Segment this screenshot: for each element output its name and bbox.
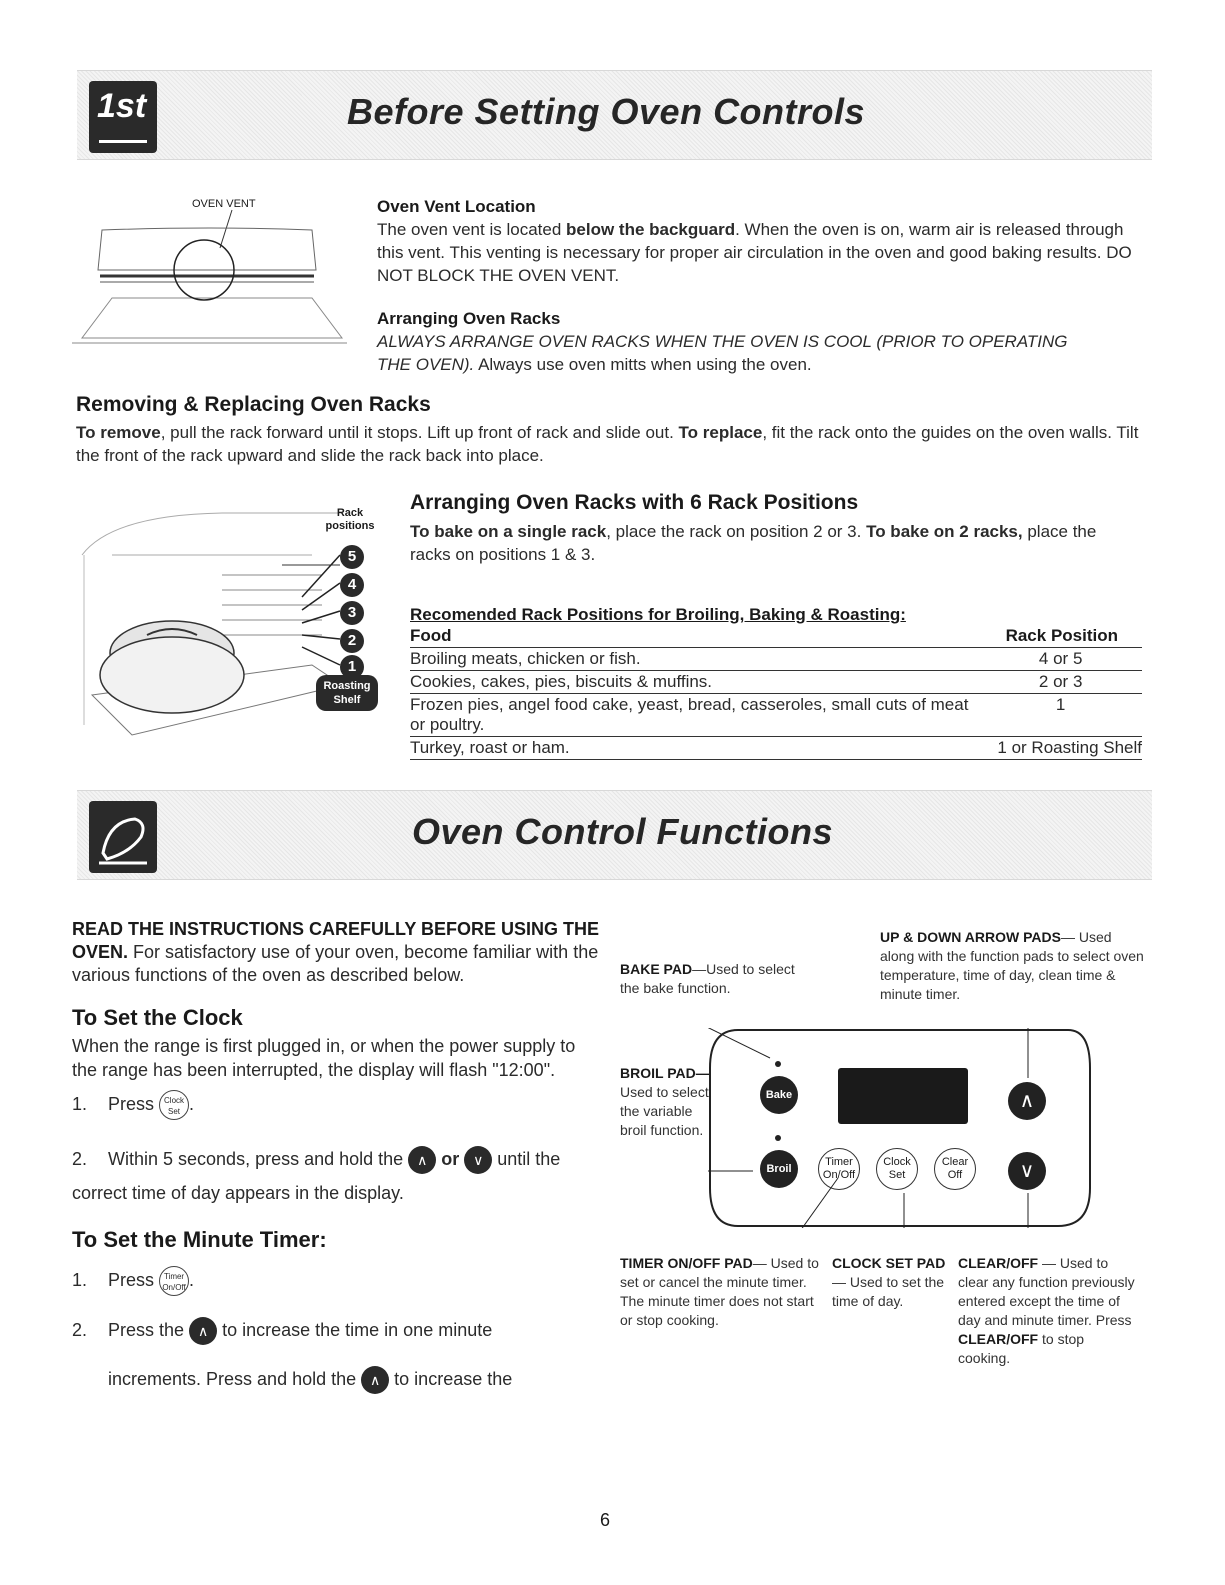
intro-paragraph: READ THE INSTRUCTIONS CAREFULLY BEFORE USING THE OVEN. For satisfactory use of your oven, become familiar with the various functions of the oven as described below.: [72, 919, 600, 985]
clock-set-caption: CLOCK SET PAD— Used to set the time of day.: [832, 1255, 946, 1309]
section-title-2: Oven Control Functions: [412, 811, 833, 852]
timer-step-2-continued: increments. Press and hold the ∧ to increase the: [108, 1366, 512, 1394]
up-arrow-icon: ∧: [408, 1146, 436, 1174]
down-arrow-button[interactable]: ∨: [1008, 1152, 1046, 1190]
rack-number-5: 5: [340, 545, 364, 569]
timer-step-1: 1. Press Timer On/Off .: [72, 1266, 194, 1296]
table-title: Recomended Rack Positions for Broiling, Baking & Roasting:: [410, 605, 906, 624]
oven-vent-label: OVEN VENT: [192, 198, 256, 210]
broil-pad-caption: BROIL PAD— Used to select the variable broil function.: [620, 1065, 710, 1138]
display-screen: [838, 1068, 968, 1124]
clock-paragraph: When the range is first plugged in, or when the power supply to the range has been interrupted, the display will flash "12:00".: [72, 1036, 576, 1080]
vent-heading: Oven Vent Location: [377, 197, 536, 216]
timer-on-off-button[interactable]: Timer On/Off: [818, 1148, 860, 1190]
removing-paragraph: To remove, pull the rack forward until it stops. Lift up front of rack and slide out. To replace, fit the rack onto the guides on the oven walls. Tilt the front of the rack upward and slide the rack back into place.: [76, 423, 1139, 465]
table-row: Frozen pies, angel food cake, yeast, bread, casseroles, small cuts of meat or poultry. 1: [410, 694, 1142, 737]
arranging-heading: Arranging Oven Racks: [377, 309, 561, 328]
arranging-paragraph: ALWAYS ARRANGE OVEN RACKS WHEN THE OVEN IS COOL (PRIOR TO OPERATING THE OVEN). Always use oven mitts when using the oven.: [377, 332, 1068, 374]
clear-off-caption: CLEAR/OFF — Used to clear any function previously entered except the time of day and minute timer. Press CLEAR/OFF to stop cooking.: [958, 1255, 1135, 1366]
oven-control-badge: [89, 801, 157, 873]
broil-button[interactable]: Broil: [760, 1150, 798, 1188]
table-header-row: [410, 625, 1142, 648]
clock-step-2: 2. Within 5 seconds, press and hold the ∧ or ∨ until the correct time of day appears in the display.: [72, 1142, 612, 1210]
rack-number-2: 2: [340, 629, 364, 653]
bake-pad-caption: BAKE PAD—Used to select the bake function.: [620, 961, 795, 996]
panel-outline: [708, 1028, 1093, 1228]
page-number: 6: [600, 1510, 611, 1530]
rack-positions-table: [410, 625, 1142, 760]
timer-pad-caption: TIMER ON/OFF PAD— Used to set or cancel the minute timer. The minute timer does not start or stop cooking.: [620, 1255, 819, 1328]
table-row: Turkey, roast or ham. 1 or Roasting Shelf: [410, 737, 1142, 760]
up-arrow-icon: ∧: [361, 1366, 389, 1394]
badge-ordinal: 1st: [97, 87, 147, 125]
banner-oven-control-functions: [77, 790, 1152, 880]
timer-heading: To Set the Minute Timer:: [72, 1227, 327, 1252]
six-positions-heading: Arranging Oven Racks with 6 Rack Positions: [410, 491, 859, 514]
rack-positions-label: Rack positions: [325, 507, 375, 532]
removing-heading: Removing & Replacing Oven Racks: [76, 393, 431, 416]
roasting-shelf-label: Roasting Shelf: [316, 675, 378, 711]
up-arrow-button[interactable]: ∧: [1008, 1082, 1046, 1120]
bake-button[interactable]: Bake: [760, 1076, 798, 1114]
rack-number-3: 3: [340, 601, 364, 625]
oven-vent-drawing: [72, 198, 352, 348]
clock-step-1: 1. Press Clock Set .: [72, 1090, 194, 1120]
first-step-badge: [89, 81, 157, 153]
rack-number-1: 1: [340, 655, 364, 679]
rack-number-4: 4: [340, 573, 364, 597]
hand-pointer-icon: [89, 801, 157, 873]
oven-vent-figure: [72, 198, 352, 348]
table-row: Broiling meats, chicken or fish. 4 or 5: [410, 648, 1142, 671]
updown-caption: UP & DOWN ARROW PADS— Used along with the function pads to select oven temperature, time of day, clean time & minute timer.: [880, 929, 1144, 1002]
clock-heading: To Set the Clock: [72, 1005, 243, 1030]
rack-positions-figure: [72, 495, 382, 745]
clear-off-button[interactable]: Clear Off: [934, 1148, 976, 1190]
control-panel: [708, 1028, 1093, 1228]
timer-step-2: 2. Press the ∧ to increase the time in one minute: [72, 1317, 612, 1345]
table-row: Cookies, cakes, pies, biscuits & muffins. 2 or 3: [410, 671, 1142, 694]
up-arrow-icon: ∧: [189, 1317, 217, 1345]
clock-set-pad-icon: Clock Set: [159, 1090, 189, 1120]
vent-paragraph: The oven vent is located below the backguard. When the oven is on, warm air is released through this vent. This venting is necessary for proper air circulation in the oven and good baking results. DO NOT BLOCK THE OVEN VENT.: [377, 220, 1132, 285]
clock-set-button[interactable]: Clock Set: [876, 1148, 918, 1190]
timer-on-off-pad-icon: Timer On/Off: [159, 1266, 189, 1296]
down-arrow-icon: ∨: [464, 1146, 492, 1174]
col-food: Food: [410, 625, 979, 648]
six-positions-paragraph: To bake on a single rack, place the rack on position 2 or 3. To bake on 2 racks, place the racks on positions 1 & 3.: [410, 522, 1097, 564]
banner-before-setting: [77, 70, 1152, 160]
section-title: Before Setting Oven Controls: [347, 91, 866, 132]
col-rack-position: Rack Position: [979, 625, 1142, 648]
